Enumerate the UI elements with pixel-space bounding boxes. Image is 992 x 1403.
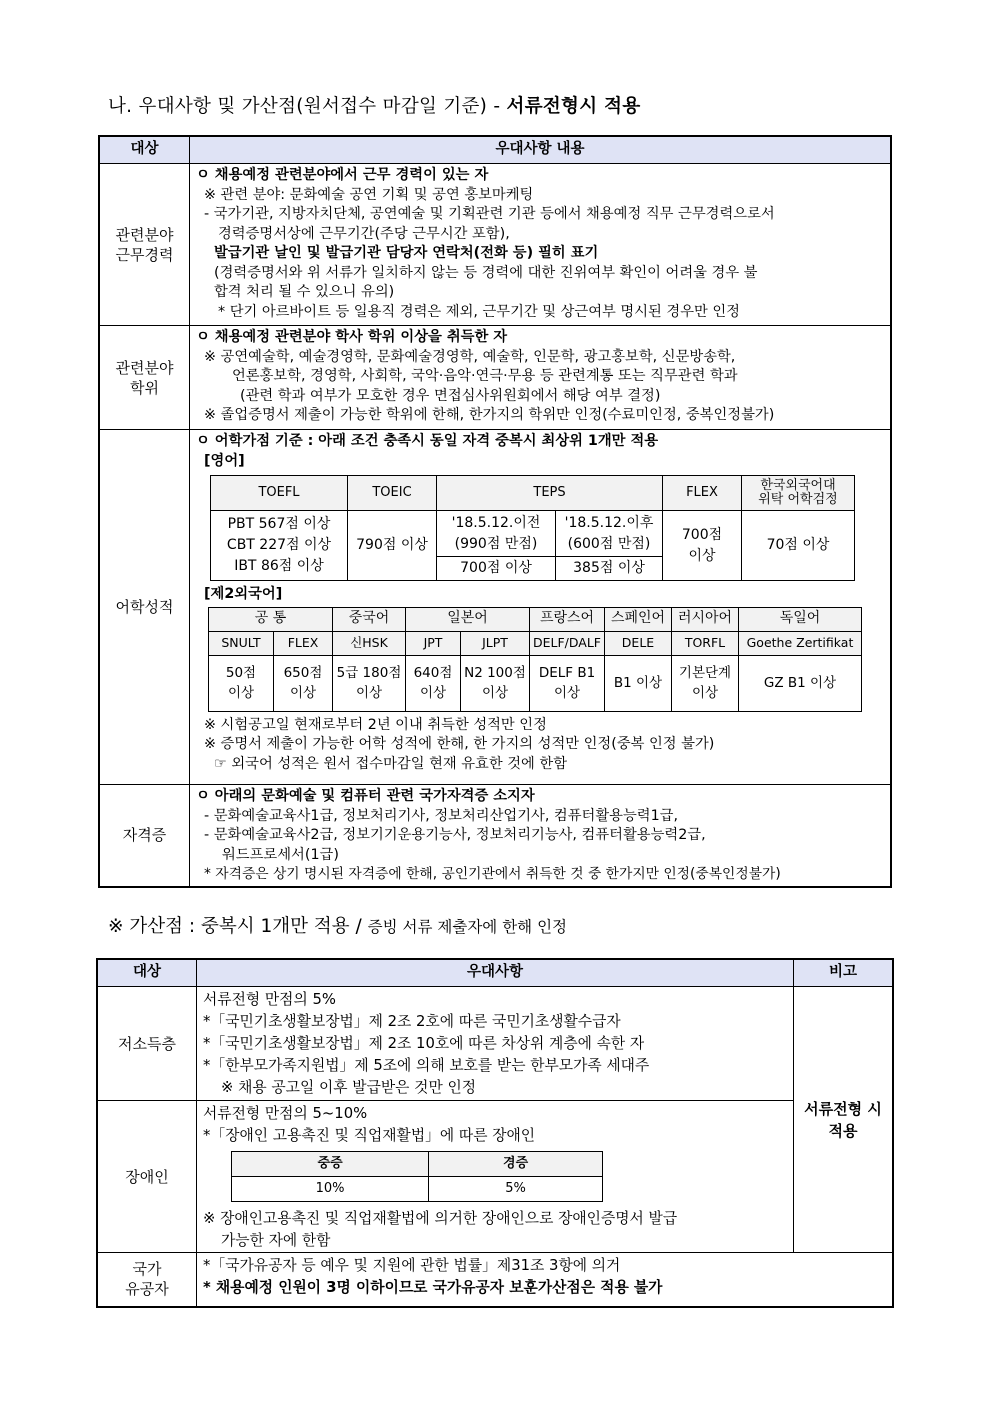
disabled-line: 서류전형 만점의 5~10%: [203, 1105, 368, 1122]
score-dele: [605, 655, 672, 711]
teps-before-head: [437, 511, 556, 557]
veteran-line: * 채용예정 인원이 3명 이하이므로 국가유공자 보훈가산점은 적용 불가: [203, 1279, 663, 1296]
section-2-title-main: ※ 가산점 : 중복시 1개만 적용 /: [108, 916, 368, 937]
license-line: ㅇ 아래의 문화예술 및 컴퓨터 관련 국가자격증 소지자: [196, 788, 535, 804]
low-income-category: 저소득층: [97, 987, 197, 1101]
test-torfl: TORFL: [672, 631, 739, 655]
teps-before-score: 700점 이상: [437, 557, 556, 581]
score-line: 640점: [413, 665, 453, 681]
veteran-content: [197, 1253, 894, 1307]
disabled-note: ※ 장애인고용촉진 및 직업재활법에 의거한 장애인으로 장애인증명서 발급: [203, 1210, 678, 1227]
veteran-category: [97, 1253, 197, 1307]
row-low-income: [97, 987, 893, 1101]
header-content: 우대사항 내용: [190, 136, 892, 164]
veteran-category-line: 국가: [132, 1260, 162, 1279]
section-1-title-bold: 서류전형시 적용: [506, 96, 641, 117]
degree-category-line: 관련분야: [115, 358, 174, 377]
disabled-note: 가능한 자에 한함: [221, 1232, 331, 1249]
flex-score-line: 이상: [688, 547, 716, 564]
low-income-line: 서류전형 만점의 5%: [203, 991, 336, 1008]
degree-line: ※ 졸업증명서 제출이 가능한 학위에 한해, 한가지의 학위만 인정(수료미인정, 중복인정불가): [204, 407, 775, 423]
group-japanese: 일본어: [406, 607, 530, 631]
remark-line: 서류전형 시: [804, 1099, 882, 1118]
second-language-table: [208, 607, 862, 712]
degree-line: ※ 공연예술학, 예술경영학, 문화예술경영학, 예술학, 인문학, 광고홍보학, 신문방송학,: [204, 348, 736, 365]
language-content: [190, 430, 892, 785]
remark-cell: [794, 987, 894, 1253]
row-license: [99, 785, 891, 887]
english-score-table: [210, 475, 855, 581]
toefl-pbt: PBT 567점 이상: [227, 516, 331, 532]
degree-category: [99, 326, 190, 430]
header-target: 대상: [99, 136, 190, 164]
teps-before-date: '18.5.12.이전: [451, 514, 541, 531]
score-line: N2 100점: [464, 665, 526, 681]
degree-line: 언론홍보학, 경영학, 사회학, 국악·음악·연극·무용 등 관련계통 또는 직무관련 학과: [232, 368, 738, 384]
veteran-line: *「국가유공자 등 예우 및 지원에 관한 법률」제31조 3항에 의거: [203, 1257, 621, 1274]
score-jlpt: [461, 655, 530, 711]
language-note: ☞ 외국어 성적은 원서 접수마감일 현재 유효한 것에 한함: [214, 755, 568, 772]
score-line: 650점: [283, 665, 323, 681]
license-line: 워드프로세서(1급): [222, 846, 339, 863]
score-line: B1 이상: [613, 675, 663, 691]
career-line: 합격 처리 될 수 있으니 유의): [214, 284, 395, 300]
second-language-label: [제2외국어]: [204, 586, 283, 602]
score-hsk: [333, 655, 406, 711]
score-goethe: [739, 655, 862, 711]
score-line: 이상: [355, 685, 383, 701]
score-line: 이상: [227, 685, 255, 701]
test-jpt: JPT: [406, 631, 461, 655]
teps-after-head: [556, 511, 663, 557]
degree-line: ㅇ 채용예정 관련분야 학사 학위 이상을 취득한 자: [196, 329, 508, 345]
preference-table: [98, 135, 892, 888]
group-french: 프랑스어: [530, 607, 605, 631]
language-note: ※ 증명서 제출이 가능한 어학 성적에 한해, 한 가지의 성적만 인정(중복 인정 불가): [204, 736, 715, 752]
teps-after-max: (600점 만점): [567, 535, 651, 552]
teps-after-score: 385점 이상: [556, 557, 663, 581]
test-flex: FLEX: [274, 631, 333, 655]
career-content: [190, 164, 892, 326]
group-chinese: 중국어: [333, 607, 406, 631]
low-income-line: *「국민기초생활보장법」제 2조 2호에 따른 국민기초생활수급자: [203, 1013, 621, 1030]
disabled-category: 장애인: [97, 1101, 197, 1253]
career-category: [99, 164, 190, 326]
score-delf: [530, 655, 605, 711]
row-degree: [99, 326, 891, 430]
test-delf: DELF/DALF: [530, 631, 605, 655]
hufs-score: 70점 이상: [742, 511, 855, 581]
toefl-cbt: CBT 227점 이상: [226, 537, 332, 553]
score-jpt: [406, 655, 461, 711]
career-category-line: 근무경력: [115, 245, 174, 264]
license-line: * 자격증은 상기 명시된 자격증에 한해, 공인기관에서 취득한 것 중 한가지만 인정(중복인정불가): [204, 866, 781, 882]
score-torfl: [672, 655, 739, 711]
grade-mild: 경증: [429, 1152, 603, 1177]
score-line: 5급 180점: [336, 665, 402, 681]
toefl-scores: [211, 511, 348, 581]
bonus-header-remark: 비고: [794, 959, 894, 987]
group-spanish: 스페인어: [605, 607, 672, 631]
score-line: 50점: [225, 665, 257, 681]
degree-line: (관련 학과 여부가 모호한 경우 면접심사위원회에서 해당 여부 결정): [240, 387, 661, 404]
score-line: GZ B1 이상: [763, 675, 837, 691]
english-header-flex: FLEX: [663, 476, 742, 511]
career-category-line: 관련분야: [115, 225, 174, 244]
language-note: ※ 시험공고일 현재로부터 2년 이내 취득한 성적만 인정: [204, 716, 547, 733]
english-label: [영어]: [204, 452, 245, 469]
license-line: - 문화예술교육사2급, 정보기기운용기능사, 정보처리기능사, 컴퓨터활용능력2급,: [204, 827, 706, 843]
veteran-category-line: 유공자: [125, 1280, 169, 1299]
career-line: ㅇ 채용예정 관련분야에서 근무 경력이 있는 자: [196, 167, 489, 183]
degree-content: [190, 326, 892, 430]
row-disabled: [97, 1101, 893, 1253]
degree-category-line: 학위: [130, 378, 159, 397]
row-veteran: [97, 1253, 893, 1307]
license-category: 자격증: [99, 785, 190, 887]
score-line: 기본단계: [678, 665, 732, 681]
english-header-teps: TEPS: [437, 476, 663, 511]
disability-grade-table: [231, 1151, 603, 1202]
section-1-title: [108, 92, 641, 118]
toefl-ibt: IBT 86점 이상: [234, 558, 324, 574]
english-header-hufs: 한국외국어대 위탁 어학검정: [742, 476, 855, 511]
score-line: 이상: [289, 685, 317, 701]
career-line: * 단기 아르바이트 등 일용직 경력은 제외, 근무기간 및 상근여부 명시된 경우만 인정: [218, 303, 740, 320]
flex-score: [663, 511, 742, 581]
score-snult: [209, 655, 274, 711]
grade-severe: 중증: [232, 1152, 429, 1177]
language-intro: ㅇ 어학가점 기준 : 아래 조건 충족시 동일 자격 중복시 최상위 1개만 적용: [196, 433, 659, 449]
remark-line: 적용: [828, 1121, 858, 1140]
bonus-header-content: 우대사항: [197, 959, 794, 987]
license-line: - 문화예술교육사1급, 정보처리기사, 정보처리산업기사, 컴퓨터활용능력1급,: [204, 807, 679, 824]
score-line: 이상: [419, 685, 447, 701]
career-line: 경력증명서상에 근무기간(주당 근무시간 포함),: [218, 225, 510, 242]
row-language: [99, 430, 891, 785]
low-income-line: ※ 채용 공고일 이후 발급받은 것만 인정: [221, 1079, 477, 1096]
disabled-content: [197, 1101, 794, 1253]
group-russian: 러시아어: [672, 607, 739, 631]
test-hsk: 신HSK: [333, 631, 406, 655]
low-income-line: *「한부모가족지원법」제 5조에 의해 보호를 받는 한부모가족 세대주: [203, 1057, 650, 1074]
test-dele: DELE: [605, 631, 672, 655]
career-line: - 국가기관, 지방자치단체, 공연예술 및 기획관련 기관 등에서 채용예정 직무 근무경력으로서: [204, 206, 775, 222]
grade-mild-value: 5%: [429, 1177, 603, 1202]
bonus-table: [96, 958, 894, 1308]
group-common: 공 통: [209, 607, 333, 631]
license-content: [190, 785, 892, 887]
low-income-line: *「국민기초생활보장법」제 2조 10호에 따른 차상위 계층에 속한 자: [203, 1035, 645, 1052]
section-2-title-small: 증빙 서류 제출자에 한해 인정: [367, 918, 568, 936]
language-category: 어학성적: [99, 430, 190, 785]
section-2-title: [108, 912, 567, 938]
section-1-title-normal: 나. 우대사항 및 가산점(원서접수 마감일 기준) -: [108, 96, 507, 117]
career-line: (경력증명서와 위 서류가 일치하지 않는 등 경력에 대한 진위여부 확인이 어려울 경우 불: [214, 264, 758, 281]
grade-severe-value: 10%: [232, 1177, 429, 1202]
score-line: DELF B1: [538, 665, 596, 681]
teps-after-date: '18.5.12.이후: [564, 514, 654, 531]
row-career: [99, 164, 891, 326]
score-line: 이상: [553, 685, 581, 701]
test-jlpt: JLPT: [461, 631, 530, 655]
disabled-line: *「장애인 고용촉진 및 직업재활법」에 따른 장애인: [203, 1127, 536, 1144]
flex-score-line: 700점: [681, 526, 723, 543]
low-income-content: [197, 987, 794, 1101]
teps-before-max: (990점 만점): [454, 535, 538, 552]
career-line: ※ 관련 분야: 문화예술 공연 기획 및 공연 홍보마케팅: [204, 186, 534, 203]
score-flex: [274, 655, 333, 711]
test-snult: SNULT: [209, 631, 274, 655]
test-goethe: Goethe Zertifikat: [739, 631, 862, 655]
english-header-toefl: TOEFL: [211, 476, 348, 511]
group-german: 독일어: [739, 607, 862, 631]
score-line: 이상: [691, 685, 719, 701]
score-line: 이상: [481, 685, 509, 701]
english-header-toeic: TOEIC: [348, 476, 437, 511]
career-line: 발급기관 날인 및 발급기관 담당자 연락처(전화 등) 필히 표기: [214, 245, 599, 261]
bonus-header-target: 대상: [97, 959, 197, 987]
toeic-score: 790점 이상: [348, 511, 437, 581]
